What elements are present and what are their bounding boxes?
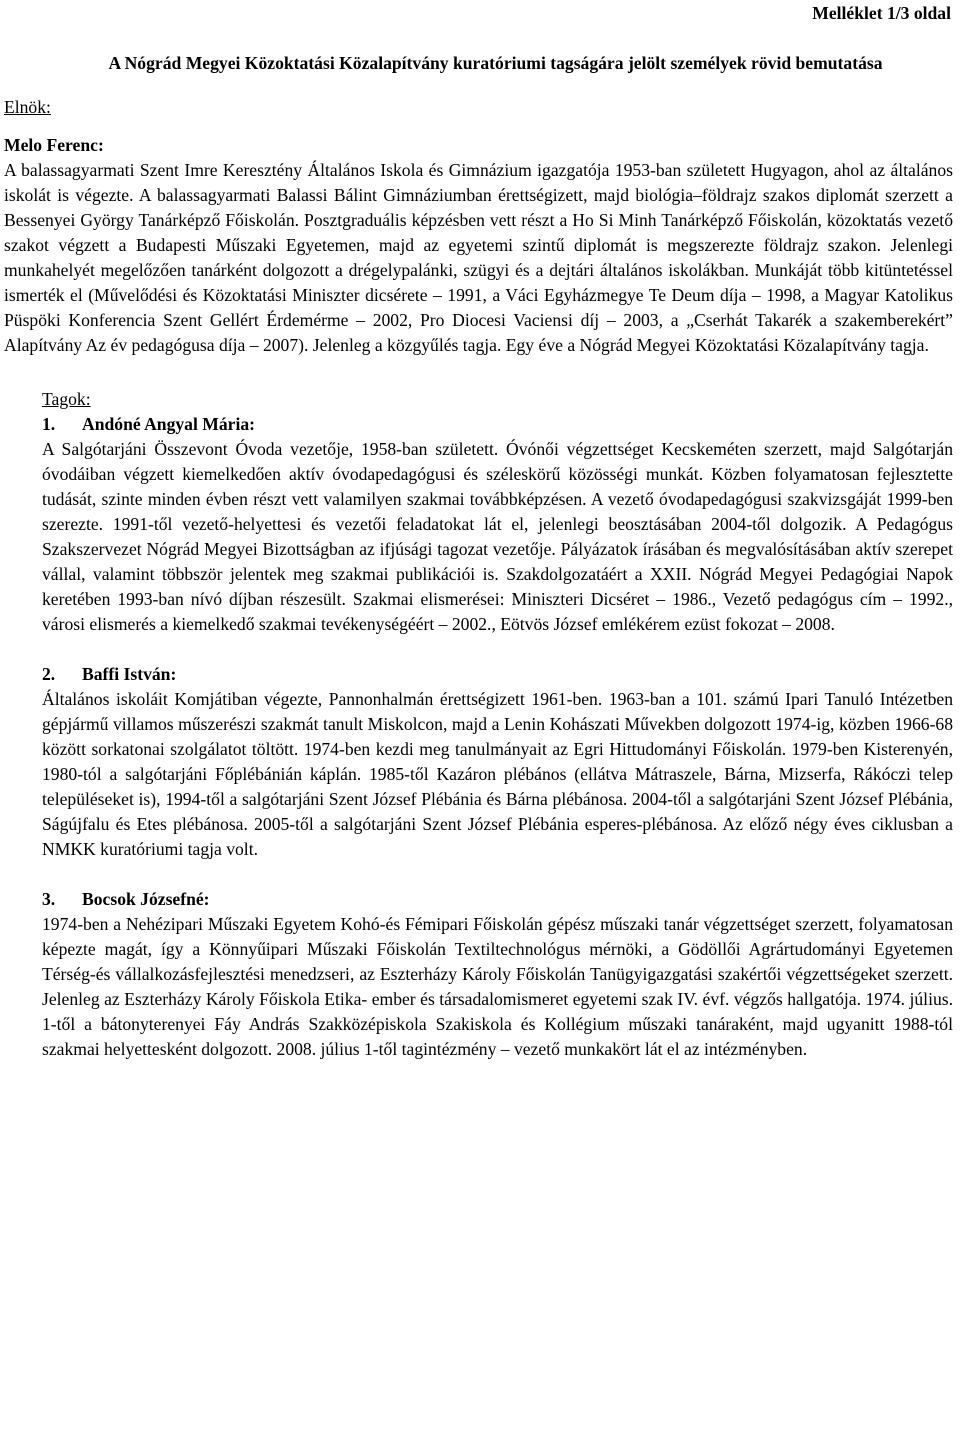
member-bio: Általános iskoláit Komjátiban végezte, Pannonhalmán érettségizett 1961-ben. 1963-ban a 101. számú Ipari Tanuló Intézetben gépjármű villamos műszerészi szakmát tanult Miskolcon, majd a Lenin Kohászati Művekben dolgozott 1974-ig, közben 1966-68 között sorkatonai szolgálatot töltött. 1974-ben kezdi meg tanulmányait az Egri Hittudományi Főiskolán. 1979-ben Kisterenyén, 1980-tól a salgótarjáni Főplébánián káplán. 1985-től Kazáron plébános (ellátva Mátraszele, Bárna, Mizserfa, Rákóczi telep településeket is), 1994-től a salgótarjáni Szent József Plébánia és Bárna plébánosa. 2004-től a salgótarjáni Szent József Plébánia, Ságújfalu és Etes plébánosa. 2005-től a salgótarjáni Szent József Plébánia esperes-plébánosa. Az előző négy éves ciklusban a NMKK kuratóriumi tagja volt. bbox=[42, 689, 953, 859]
member-entry bbox=[42, 887, 953, 1062]
annex-page-label: Melléklet 1/3 oldal bbox=[812, 3, 951, 23]
member-name: Andóné Angyal Mária: bbox=[82, 414, 256, 434]
member-number: 3. bbox=[42, 889, 56, 909]
member-number: 2. bbox=[42, 664, 56, 684]
member-name: Baffi István: bbox=[82, 664, 177, 684]
document-page bbox=[0, 1, 960, 1445]
member-number: 1. bbox=[42, 414, 56, 434]
member-heading bbox=[42, 887, 953, 912]
chair-role-label: Elnök: bbox=[4, 97, 51, 117]
member-heading bbox=[42, 412, 953, 437]
member-bio: A Salgótarjáni Összevont Óvoda vezetője, 1958-ban született. Óvónői végzettséget Kecskeméten szerzett, majd Salgótarján óvodáiban végzett kiemelkedően aktív óvodapedagógusi és széleskörű közösségi munkát. Közben folyamatosan fejlesztette tudását, szinte minden évben részt vett valamilyen szakmai továbbképzésen. A vezető óvodapedagógusi szakvizsgáját 1999-ben szerezte. 1991-től vezető-helyettesi és vezetői feladatokat lát el, jelenlegi beosztásában 2004-től dolgozik. A Pedagógus Szakszervezet Nógrád Megyei Bizottságban az ifjúsági tagozat vezetője. Pályázatok írásában és megvalósításában aktív szerepet vállal, valamint többször jelentek meg szakmai publikációi is. Szakdolgozatáért a XXII. Nógrád Megyei Pedagógiai Napok keretében 1993-ban nívó díjban részesült. Szakmai elismerései: Miniszteri Dicséret – 1986., Vezető pedagógus cím – 1992., városi elismerés a kiemelkedő szakmai tevékenységéért – 2002., Eötvös József emlékérem ezüst fokozat – 2008. bbox=[42, 439, 953, 634]
document-title: A Nógrád Megyei Közoktatási Közalapítvány kuratóriumi tagságára jelölt személyek rövid bemutatása bbox=[108, 53, 883, 73]
members-section bbox=[4, 387, 953, 1062]
member-entry bbox=[42, 662, 953, 862]
member-name: Bocsok Józsefné: bbox=[82, 889, 210, 909]
chair-bio: A balassagyarmati Szent Imre Keresztény Általános Iskola és Gimnázium igazgatója 1953-ban született Hugyagon, ahol az általános iskolát is végezte. A balassagyarmati Balassi Bálint Gimnáziumban érettségizett, majd biológia–földrajz szakos diplomát szerzett a Bessenyei György Tanárképző Főiskolán. Posztgraduális képzésben vett részt a Ho Si Minh Tanárképző Főiskolán, közoktatás vezető szakot végzett a Budapesti Műszaki Egyetemen, majd az egyetemi szintű diplomát is megszerezte földrajz szakon. Jelenlegi munkahelyét megelőzően tanárként dolgozott a drégelypalánki, szügyi és a dejtári általános iskolákban. Munkáját több kitüntetéssel ismerték el (Művelődési és Közoktatási Miniszter dicsérete – 1991, a Váci Egyházmegye Te Deum díja – 1998, a Magyar Katolikus Püspöki Konferencia Szent Gellért Érdemérme – 2002, Pro Diocesi Vaciensi díj – 2003, a „Cserhát Takarék a szakemberekért” Alapítvány Az év pedagógusa díja – 2007). Jelenleg a közgyűlés tagja. Egy éve a Nógrád Megyei Közoktatási Közalapítvány tagja. bbox=[4, 160, 953, 355]
members-label: Tagok: bbox=[42, 389, 91, 409]
member-bio: 1974-ben a Nehézipari Műszaki Egyetem Kohó-és Fémipari Főiskolán gépész műszaki tanár végzettséget szerzett, folyamatosan képezte magát, így a Könnyűipari Műszaki Főiskolán Textiltechnológus mérnöki, a Gödöllői Agrártudományi Egyetemen Térség-és vállalkozásfejlesztési menedzseri, az Eszterházy Károly Főiskolán Tanügyigazgatási szakértői végzettségeket szerzett. Jelenleg az Eszterházy Károly Főiskola Etika- ember és társadalomismeret egyetemi szak IV. évf. végzős hallgatója. 1974. július. 1-től a bátonyterenyei Fáy András Szakközépiskola Szakiskola és Kollégium műszaki tanáraként, majd ugyanitt 1988-tól szakmai helyettesként dolgozott. 2008. július 1-től tagintézmény – vezető munkakört lát el az intézményben. bbox=[42, 914, 953, 1059]
member-entry bbox=[42, 412, 953, 637]
member-heading bbox=[42, 662, 953, 687]
chair-name: Melo Ferenc: bbox=[4, 135, 104, 155]
